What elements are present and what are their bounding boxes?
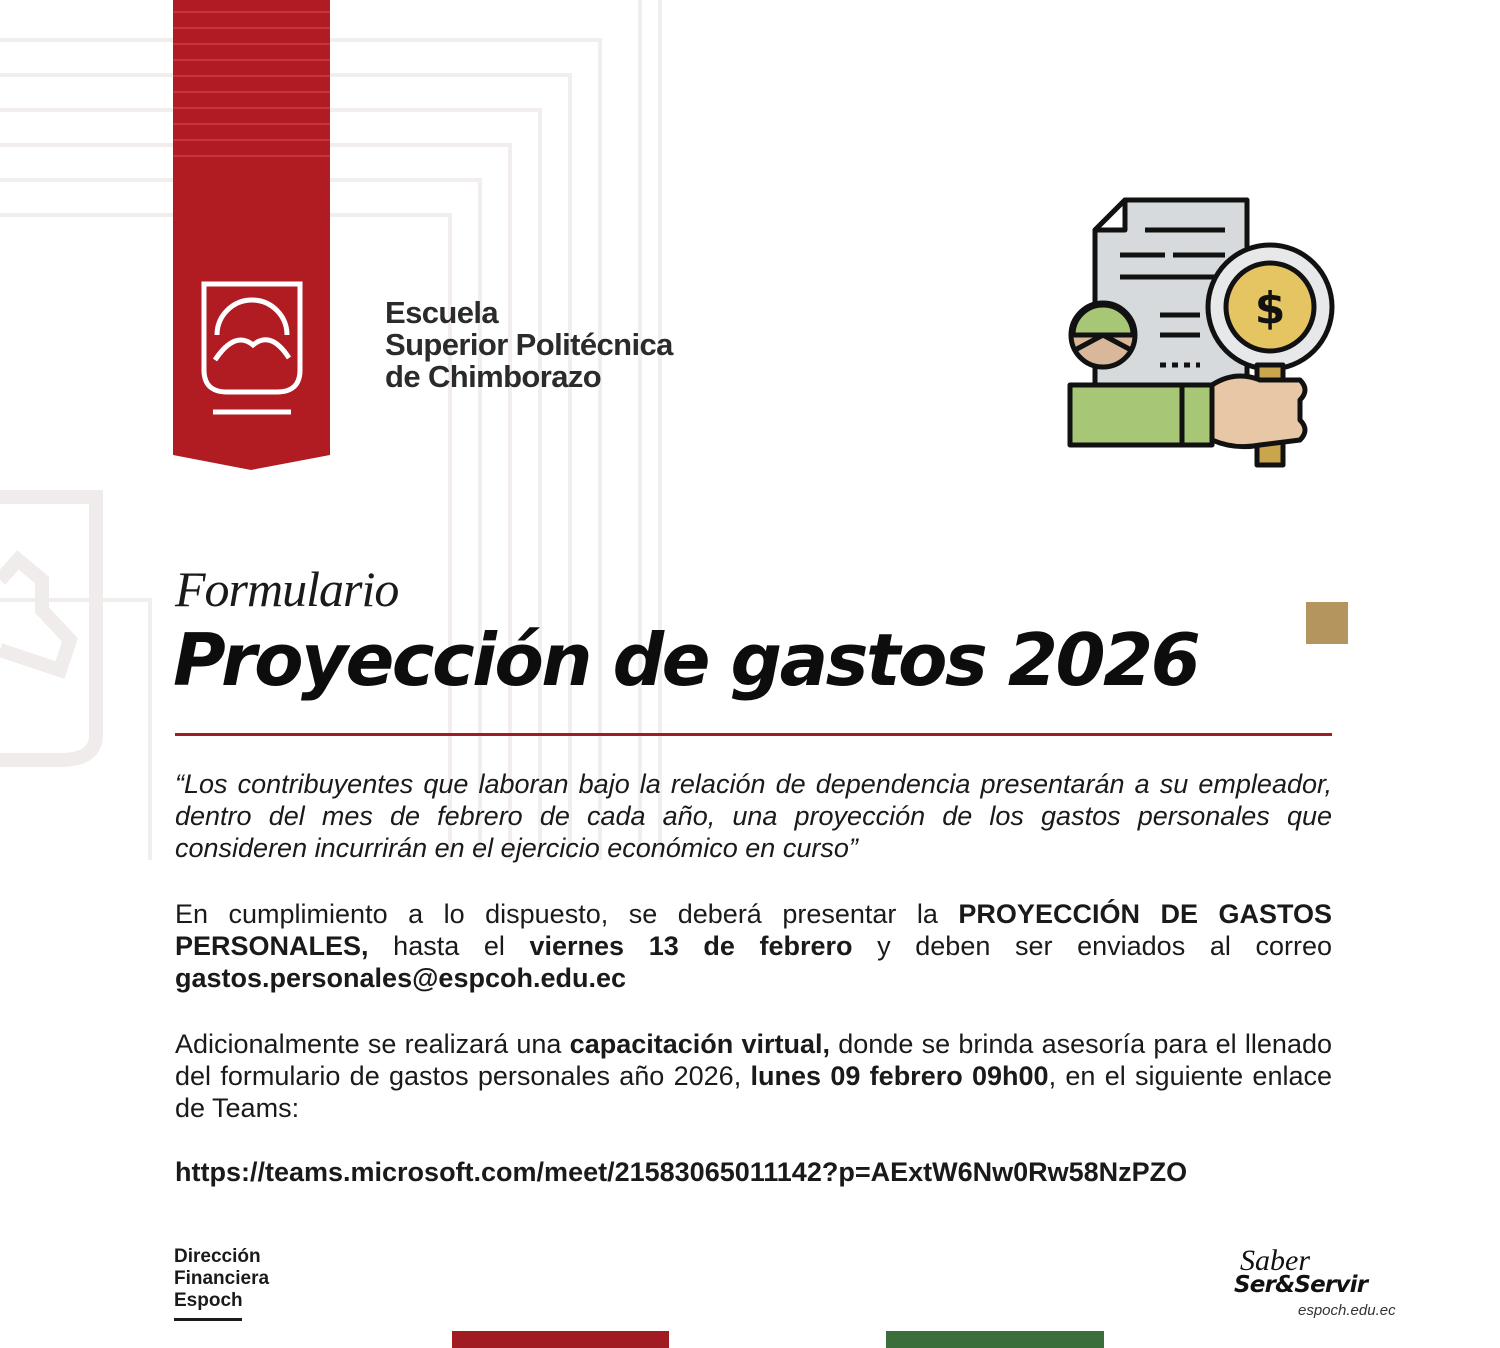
institution-line-2: Superior Politécnica bbox=[385, 327, 673, 362]
department-line-2: Financiera bbox=[174, 1268, 270, 1289]
department-line-3: Espoch bbox=[174, 1290, 243, 1311]
slogan-line-1: Saber bbox=[1240, 1244, 1310, 1277]
para2-text-1: Adicionalmente se realizará una bbox=[175, 1029, 570, 1059]
para2-text-3: , en el siguiente enlace de Teams: bbox=[175, 1061, 1332, 1123]
para2-bold-1: capacitación virtual, bbox=[569, 1029, 831, 1059]
expense-document-magnifier-icon bbox=[1065, 195, 1340, 470]
para1-bold-1: PROYECCIÓN DE GASTOS PERSONALES, bbox=[175, 899, 1332, 961]
institution-line-1: Escuela bbox=[385, 295, 498, 330]
form-label: Formulario bbox=[175, 561, 399, 617]
slogan-line-2: Ser&Servir bbox=[1234, 1272, 1368, 1298]
slogan-logo bbox=[1232, 1244, 1402, 1324]
para1-text-2: hasta el bbox=[368, 931, 530, 961]
department-underline bbox=[174, 1318, 242, 1321]
page-title: Proyección de gastos 2026 bbox=[173, 618, 1199, 702]
footer-bar-green bbox=[886, 1331, 1104, 1348]
teams-link[interactable]: https://teams.microsoft.com/meet/21583065011142?p=AExtW6Nw0Rw58NzPZO bbox=[175, 1157, 1188, 1187]
para1-text-1: En cumplimiento a lo dispuesto, se deberá presentar la bbox=[175, 899, 959, 929]
para1-text-3: y deben ser enviados al correo bbox=[852, 931, 1332, 961]
training-date: lunes 09 febrero 09h00 bbox=[750, 1061, 1049, 1091]
instruction-paragraph bbox=[175, 898, 1332, 994]
department-name bbox=[174, 1246, 269, 1312]
department-line-1: Dirección bbox=[174, 1246, 261, 1267]
footer-bar-red bbox=[452, 1331, 669, 1348]
svg-text:$: $ bbox=[1254, 283, 1286, 334]
website-link[interactable]: espoch.edu.ec bbox=[1298, 1302, 1396, 1319]
deadline-date: viernes 13 de febrero bbox=[529, 931, 853, 961]
training-paragraph bbox=[175, 1028, 1332, 1124]
contact-email[interactable]: gastos.personales@espcoh.edu.ec bbox=[175, 963, 626, 993]
para2-text-2: donde se brinda asesoría para el llenado del formulario de gastos personales año 2026, bbox=[175, 1029, 1332, 1091]
gold-accent-square bbox=[1306, 602, 1348, 644]
brand-banner bbox=[173, 0, 330, 470]
institution-line-3: de Chimborazo bbox=[385, 359, 602, 394]
institution-name bbox=[385, 297, 673, 393]
legal-quote: “Los contribuyentes que laboran bajo la relación de dependencia presentarán a su empleador, dentro del mes de febrero de cada año, una proyección de los gastos personales que consideren incurrirán en el ejercicio económico en curso” bbox=[175, 769, 1332, 863]
title-divider bbox=[175, 733, 1332, 736]
